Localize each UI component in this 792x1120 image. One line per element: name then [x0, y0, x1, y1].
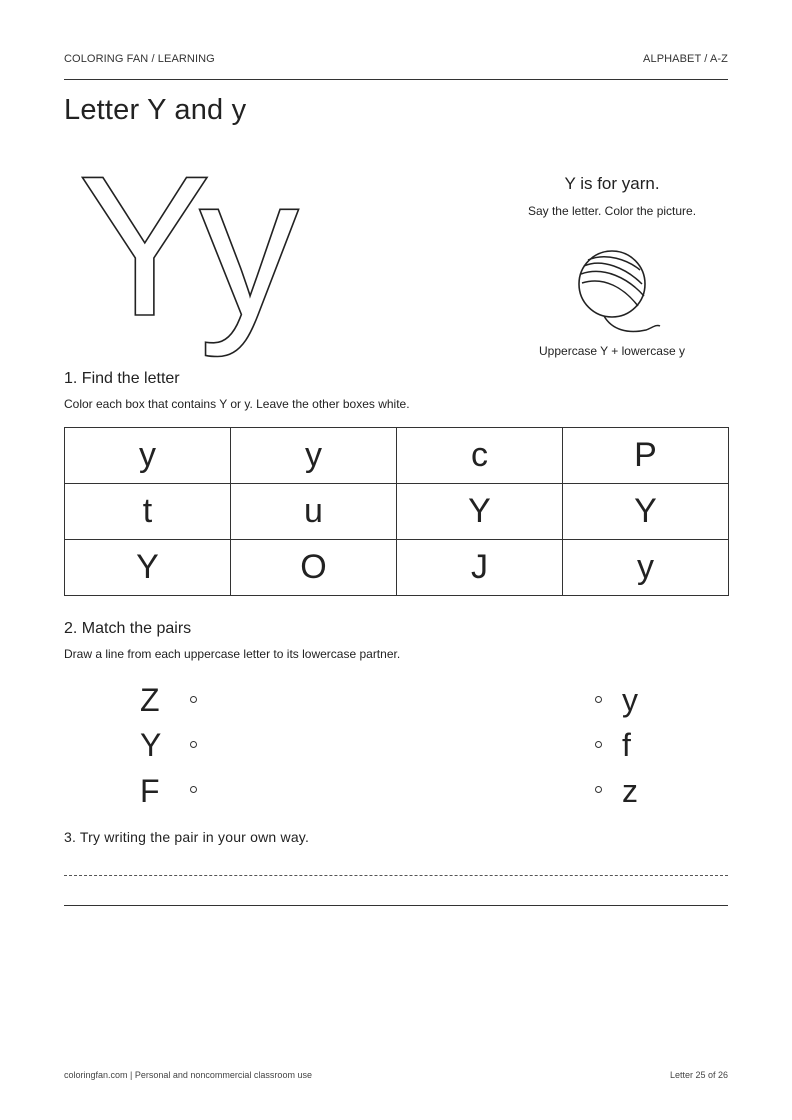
grid-cell[interactable]: Y [563, 484, 729, 540]
match-uppercase-letter: Y [140, 727, 162, 763]
match-dot-right[interactable] [595, 741, 602, 748]
outline-uppercase-letter: Y [78, 150, 212, 358]
grid-cell[interactable]: t [65, 484, 231, 540]
section3-title: 3. Try writing the pair in your own way. [64, 829, 310, 845]
match-dot-left[interactable] [190, 741, 197, 748]
page-title: Letter Y and y [64, 94, 247, 126]
grid-cell[interactable]: Y [397, 484, 563, 540]
section2-title: 2. Match the pairs [64, 620, 192, 637]
picture-instruction: Say the letter. Color the picture. [527, 204, 697, 218]
writing-guide-dashed-line [64, 875, 728, 876]
grid-row [65, 484, 729, 540]
grid-cell[interactable]: J [397, 540, 563, 596]
yarn-ball-icon [568, 244, 664, 340]
header-rule [64, 79, 728, 80]
grid-cell[interactable]: O [231, 540, 397, 596]
footer-page-count: Letter 25 of 26 [669, 1070, 728, 1080]
grid-cell[interactable]: Y [65, 540, 231, 596]
picture-panel [512, 174, 712, 218]
match-uppercase-letter: F [140, 773, 160, 809]
outline-lowercase-letter: y [199, 150, 299, 358]
picture-caption: Uppercase Y + lowercase y [539, 344, 685, 358]
match-dot-left[interactable] [190, 786, 197, 793]
grid-cell[interactable]: y [563, 540, 729, 596]
match-lowercase-letter: f [622, 727, 631, 763]
match-dot-left[interactable] [190, 696, 197, 703]
grid-cell[interactable]: y [231, 428, 397, 484]
grid-cell[interactable]: P [563, 428, 729, 484]
header-left: COLORING FAN / LEARNING [64, 53, 215, 65]
writing-baseline[interactable] [64, 905, 728, 906]
grid-cell[interactable]: c [397, 428, 563, 484]
grid-cell[interactable]: y [65, 428, 231, 484]
match-dot-right[interactable] [595, 696, 602, 703]
match-uppercase-letter: Z [140, 682, 160, 718]
header-right: ALPHABET / A-Z [643, 53, 728, 65]
match-lowercase-letter: z [622, 773, 638, 809]
grid-cell[interactable]: u [231, 484, 397, 540]
letter-grid [64, 427, 729, 596]
match-lowercase-letter: y [622, 682, 638, 718]
grid-row [65, 540, 729, 596]
section1-title: 1. Find the letter [64, 370, 180, 387]
picture-heading: Y is for yarn. [564, 174, 660, 193]
section1-instruction: Color each box that contains Y or y. Leave the other boxes white. [64, 397, 410, 411]
match-dot-right[interactable] [595, 786, 602, 793]
section2-instruction: Draw a line from each uppercase letter to its lowercase partner. [64, 647, 401, 661]
footer-left: coloringfan.com | Personal and noncommercial classroom use [64, 1070, 312, 1080]
outline-letters [64, 150, 364, 370]
grid-row [65, 428, 729, 484]
